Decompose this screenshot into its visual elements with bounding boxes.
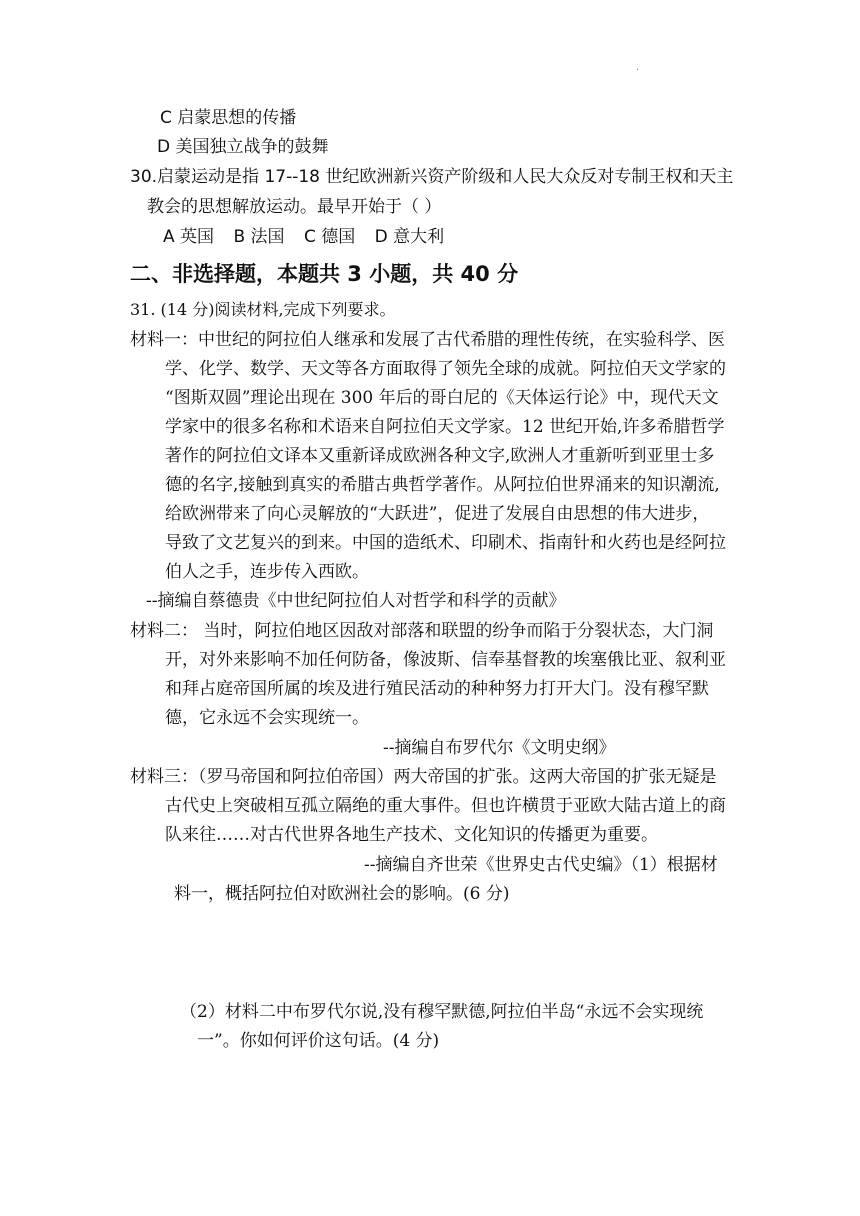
sub-question-1: 料一，概括阿拉伯对欧洲社会的影响。(6 分) xyxy=(174,884,510,904)
material1-source: --摘编自蔡德贵《中世纪阿拉伯人对哲学和科学的贡献》 xyxy=(146,591,566,611)
q30-option-b: B 法国 xyxy=(233,227,285,247)
q30-stem-line2: 教会的思想解放运动。最早开始于（ ） xyxy=(147,197,442,217)
material1-line: 学家中的很多名称和术语来自阿拉伯天文学家。12 世纪开始,许多希腊哲学 xyxy=(165,417,725,437)
material3-source: --摘编自齐世荣《世界史古代史编》（1）根据材 xyxy=(364,855,718,875)
material3-line: 队来往……对古代世界各地生产技术、文化知识的传播更为重要。 xyxy=(165,825,658,845)
material3-line: 古代史上突破相互孤立隔绝的重大事件。但也许横贯于亚欧大陆古道上的商 xyxy=(165,796,726,816)
material1-line: 著作的阿拉伯文译本又重新译成欧洲各种文字,欧洲人才重新听到亚里士多 xyxy=(165,446,715,466)
q30-option-c: C 德国 xyxy=(303,227,356,247)
material1-line: 给欧洲带来了向心灵解放的“大跃进”，促进了发展自由思想的伟大进步， xyxy=(165,504,710,524)
sub-question-2-line2: 一”。你如何评价这句话。(4 分) xyxy=(197,1031,440,1051)
material2-source: --摘编自布罗代尔《文明史纲》 xyxy=(383,738,616,758)
q29-option-d: D 美国独立战争的鼓舞 xyxy=(157,137,329,157)
q31-intro: 31. (14 分)阅读材料,完成下列要求。 xyxy=(130,300,396,319)
material1-line: “图斯双圆”理论出现在 300 年后的哥白尼的《天体运行论》中，现代天文 xyxy=(165,388,719,408)
q30-options xyxy=(163,225,458,249)
q30-option-d: D 意大利 xyxy=(374,227,445,247)
material2-line: 德，它永远不会实现统一。 xyxy=(165,708,369,728)
material1-line: 德的名字,接触到真实的希腊古典哲学著作。从阿拉伯世界涌来的知识潮流, xyxy=(165,475,720,495)
material2-line: 和拜占庭帝国所属的埃及进行殖民活动的种种努力打开大门。没有穆罕默 xyxy=(165,679,709,699)
page-mark: . xyxy=(636,62,640,73)
material1-line: 导致了文艺复兴的到来。中国的造纸术、印刷术、指南针和火药也是经阿拉 xyxy=(165,533,726,553)
q30-stem-line1: 30.启蒙运动是指 17--18 世纪欧洲新兴资产阶级和人民大众反对专制王权和天主 xyxy=(130,167,734,187)
sub-question-2-line1: （2）材料二中布罗代尔说,没有穆罕默德,阿拉伯半岛“永远不会实现统 xyxy=(180,1002,704,1022)
material1-line: 学、化学、数学、天文等各方面取得了领先全球的成就。阿拉伯天文学家的 xyxy=(165,359,726,379)
material1-line: 材料一：中世纪的阿拉伯人继承和发展了古代希腊的理性传统，在实验科学、医 xyxy=(130,330,725,350)
section2-heading: 二、非选择题，本题共 3 小题，共 40 分 xyxy=(130,262,519,286)
material2-line: 材料二： 当时，阿拉伯地区因敌对部落和联盟的纷争而陷于分裂状态，大门洞 xyxy=(130,621,714,641)
material3-line: 材料三：（罗马帝国和阿拉伯帝国）两大帝国的扩张。这两大帝国的扩张无疑是 xyxy=(130,767,717,787)
material1-line: 伯人之手，连步传入西欧。 xyxy=(165,562,369,582)
material2-line: 开，对外来影响不加任何防备，像波斯、信奉基督教的埃塞俄比亚、叙利亚 xyxy=(165,650,726,670)
q29-option-c: C 启蒙思想的传播 xyxy=(160,108,297,128)
q30-option-a: A 英国 xyxy=(163,227,215,247)
